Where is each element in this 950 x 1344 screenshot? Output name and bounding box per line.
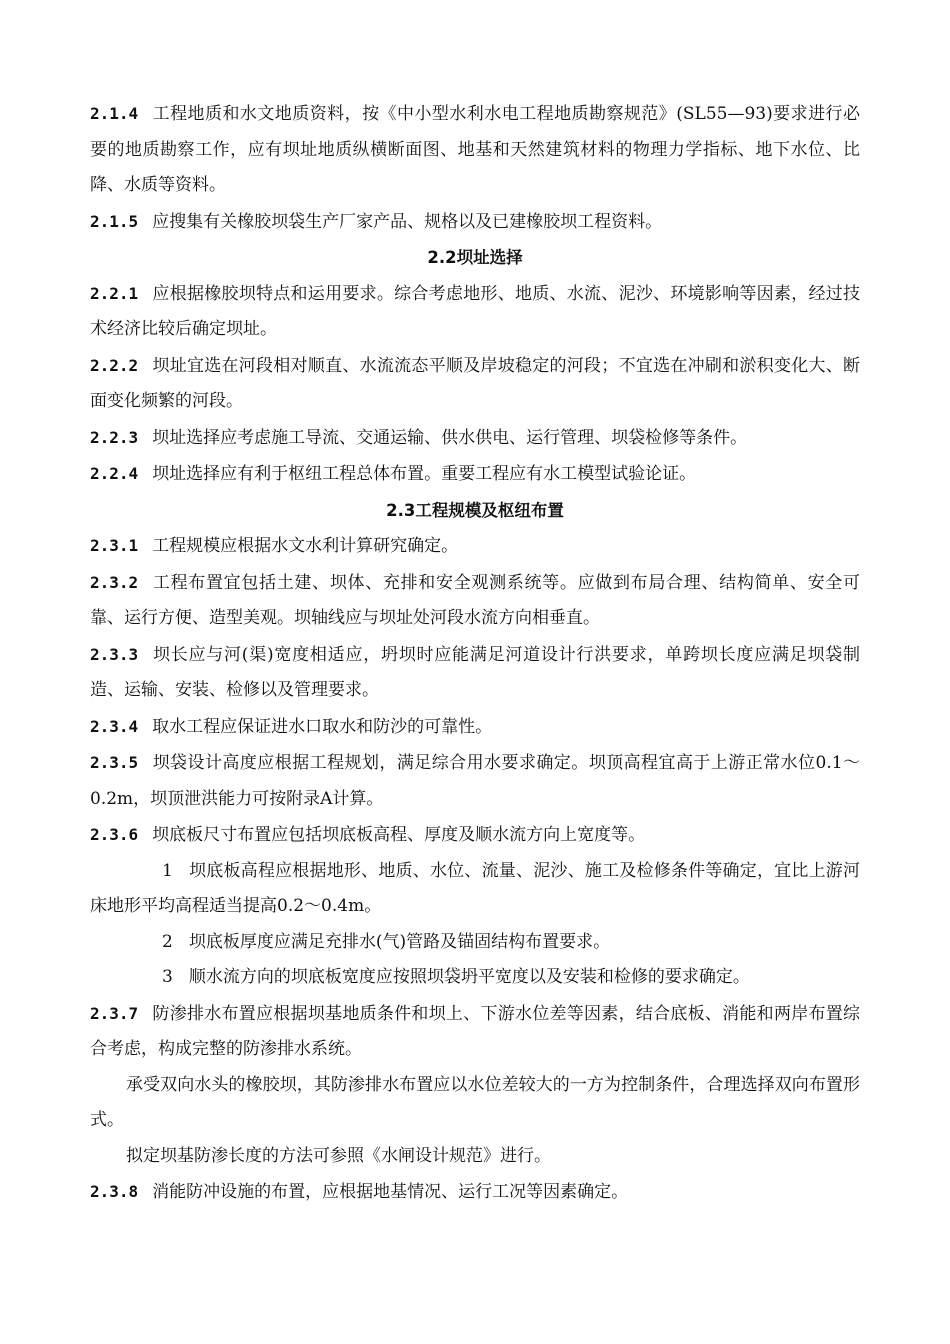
clause-number: 2.3.8 [90, 1182, 139, 1201]
section-heading-2-3: 2.3工程规模及枢纽布置 [386, 500, 564, 520]
clause-text: 防渗排水布置应根据坝基地质条件和坝上、下游水位差等因素，结合底板、消能和两岸布置综合考虑，构成完整的防渗排水系统。 [90, 1003, 860, 1059]
clause-2-3-4 [90, 709, 860, 746]
sub-item-1 [90, 854, 860, 925]
clause-number: 2.2.4 [90, 464, 139, 483]
clause-text: 应搜集有关橡胶坝袋生产厂家产品、规格以及已建橡胶坝工程资料。 [152, 211, 663, 232]
clause-number: 2.2.1 [90, 283, 139, 303]
document-body [90, 96, 860, 1211]
clause-number: 2.3.6 [90, 825, 139, 844]
clause-text: 坝袋设计高度应根据工程规划，满足综合用水要求确定。坝顶高程宜高于上游正常水位0.1～0.2m，坝顶泄洪能力可按附录A计算。 [90, 753, 860, 809]
clause-text: 工程地质和水文地质资料，按《中小型水利水电工程地质勘察规范》(SL55—93)要求进行必要的地质勘察工作，应有坝址地质纵横断面图、地基和天然建筑材料的物理力学指标、地下水位、比降、水质等资料。 [90, 104, 860, 195]
clause-2-1-4 [90, 96, 860, 204]
clause-number: 2.1.4 [90, 104, 139, 123]
section-heading-2-2: 2.2坝址选择 [427, 248, 523, 267]
sub-item-2 [90, 925, 860, 961]
clause-number: 2.3.3 [90, 644, 139, 664]
clause-2-3-6 [90, 817, 860, 854]
clause-text: 坝址宜选在河段相对顺直、水流流态平顺及岸坡稳定的河段；不宜选在冲刷和淤积变化大、断面变化频繁的河段。 [90, 355, 860, 411]
clause-text: 坝址选择应有利于枢纽工程总体布置。重要工程应有水工模型试验论证。 [152, 464, 697, 484]
clause-2-3-2 [90, 565, 860, 637]
clause-2-1-5 [90, 204, 860, 241]
clause-number: 2.2.3 [90, 427, 139, 447]
clause-2-3-3 [90, 637, 860, 709]
clause-text: 工程布置宜包括土建、坝体、充排和安全观测系统等。应做到布局合理、结构简单、安全可靠、运行方便、造型美观。坝轴线应与坝址处河段水流方向相垂直。 [90, 572, 860, 628]
clause-text: 坝长应与河(渠)宽度相适应，坍坝时应能满足河道设计行洪要求，单跨坝长度应满足坝袋制造、运输、安装、检修以及管理要求。 [90, 644, 860, 700]
sub-item-number: 3 [162, 967, 173, 987]
clause-2-2-4 [90, 456, 860, 493]
clause-number: 2.3.4 [90, 716, 139, 736]
clause-number: 2.3.2 [90, 572, 139, 592]
clause-text: 取水工程应保证进水口取水和防沙的可靠性。 [152, 716, 493, 737]
sub-item-number: 1 [162, 860, 173, 881]
clause-text: 应根据橡胶坝特点和运用要求。综合考虑地形、地质、水流、泥沙、环境影响等因素，经过技术经济比较后确定坝址。 [90, 283, 860, 339]
clause-2-2-3 [90, 420, 860, 457]
paragraph-seepage-length: 拟定坝基防渗长度的方法可参照《水闸设计规范》进行。 [126, 1145, 551, 1166]
sub-item-3 [90, 960, 860, 996]
paragraph-bidirectional-head: 承受双向水头的橡胶坝，其防渗排水布置应以水位差较大的一方为控制条件，合理选择双向布置形式。 [90, 1074, 860, 1130]
sub-item-text: 顺水流方向的坝底板宽度应按照坝袋坍平宽度以及安装和检修的要求确定。 [188, 967, 750, 987]
clause-2-2-2 [90, 348, 860, 420]
clause-text: 坝底板尺寸布置应包括坝底板高程、厚度及顺水流方向上宽度等。 [152, 825, 646, 845]
clause-number: 2.2.2 [90, 355, 139, 375]
clause-text: 工程规模应根据水文水利计算研究确定。 [152, 536, 459, 556]
sub-item-text: 坝底板厚度应满足充排水(气)管路及锚固结构布置要求。 [188, 931, 611, 952]
clause-2-3-7 [90, 996, 860, 1068]
clause-2-2-1 [90, 276, 860, 348]
clause-number: 2.3.1 [90, 536, 139, 555]
clause-2-3-8 [90, 1174, 860, 1211]
sub-item-text: 坝底板高程应根据地形、地质、水位、流量、泥沙、施工及检修条件等确定，宜比上游河床地形平均高程适当提高0.2～0.4m。 [90, 860, 860, 916]
clause-text: 坝址选择应考虑施工导流、交通运输、供水供电、运行管理、坝袋检修等条件。 [152, 427, 748, 448]
clause-number: 2.1.5 [90, 211, 139, 231]
clause-2-3-1 [90, 528, 860, 565]
clause-number: 2.3.5 [90, 753, 139, 772]
clause-text: 消能防冲设施的布置，应根据地基情况、运行工况等因素确定。 [152, 1182, 629, 1202]
sub-item-number: 2 [162, 931, 173, 952]
clause-2-3-5 [90, 745, 860, 817]
clause-number: 2.3.7 [90, 1003, 139, 1023]
